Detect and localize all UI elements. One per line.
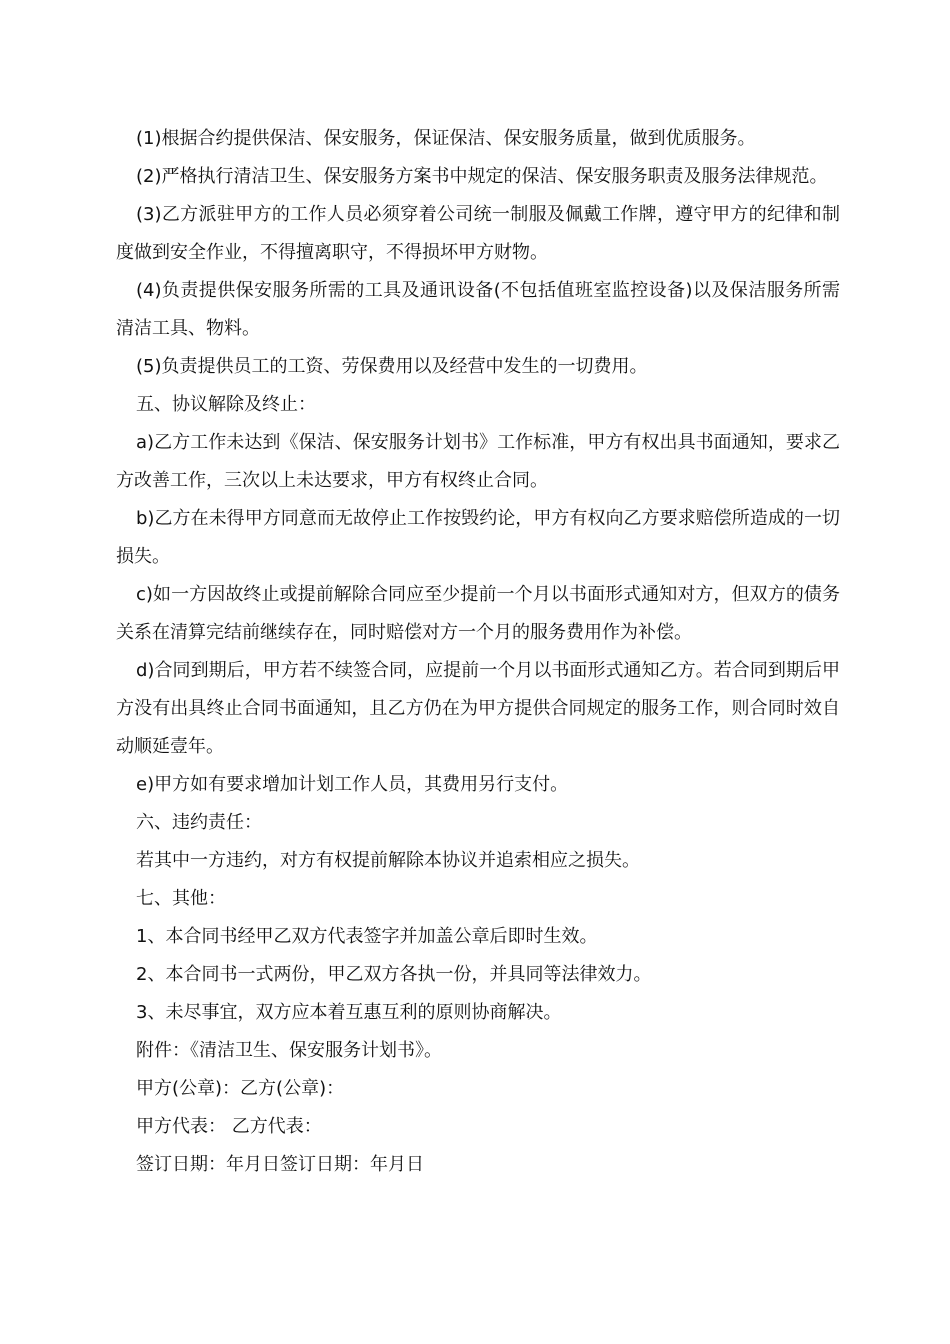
other-item-1: 1、本合同书经甲乙双方代表签字并加盖公章后即时生效。 bbox=[136, 926, 598, 947]
termination-item-d: d)合同到期后，甲方若不续签合同，应提前一个月以书面形式通知乙方。若合同到期后甲方没有出具终止合同书面通知，且乙方仍在为甲方提供合同规定的服务工作，则合同时效自动顺延壹年。 bbox=[116, 660, 840, 757]
other-item-3: 3、未尽事宜，双方应本着互惠互利的原则协商解决。 bbox=[136, 1002, 562, 1023]
other-item-2: 2、本合同书一式两份，甲乙双方各执一份，并具同等法律效力。 bbox=[136, 964, 652, 985]
section-heading-termination: 五、协议解除及终止： bbox=[136, 394, 316, 415]
section-heading-other: 七、其他： bbox=[136, 888, 226, 909]
seal-line: 甲方(公章)：乙方(公章)： bbox=[136, 1078, 345, 1099]
section-heading-liability: 六、违约责任： bbox=[136, 812, 262, 833]
representative-line: 甲方代表： 乙方代表： bbox=[136, 1116, 322, 1137]
attachment-line: 附件：《清洁卫生、保安服务计划书》。 bbox=[136, 1040, 442, 1061]
signing-date-line: 签订日期：年月日签订日期：年月日 bbox=[136, 1154, 424, 1175]
clause-5: (5)负责提供员工的工资、劳保费用以及经营中发生的一切费用。 bbox=[136, 356, 648, 377]
liability-text: 若其中一方违约，对方有权提前解除本协议并追索相应之损失。 bbox=[136, 850, 640, 871]
termination-item-b: b)乙方在未得甲方同意而无故停止工作按毁约论，甲方有权向乙方要求赔偿所造成的一切损失。 bbox=[116, 508, 840, 567]
clause-1: (1)根据合约提供保洁、保安服务，保证保洁、保安服务质量，做到优质服务。 bbox=[136, 128, 756, 149]
clause-4: (4)负责提供保安服务所需的工具及通讯设备(不包括值班室监控设备)以及保洁服务所需清洁工具、物料。 bbox=[116, 280, 840, 339]
termination-item-e: e)甲方如有要求增加计划工作人员，其费用另行支付。 bbox=[136, 774, 569, 795]
termination-item-a: a)乙方工作未达到《保洁、保安服务计划书》工作标准，甲方有权出具书面通知，要求乙方改善工作，三次以上未达要求，甲方有权终止合同。 bbox=[116, 432, 840, 491]
document-body bbox=[116, 120, 840, 1184]
termination-item-c: c)如一方因故终止或提前解除合同应至少提前一个月以书面形式通知对方，但双方的债务关系在清算完结前继续存在，同时赔偿对方一个月的服务费用作为补偿。 bbox=[116, 584, 840, 643]
clause-3: (3)乙方派驻甲方的工作人员必须穿着公司统一制服及佩戴工作牌，遵守甲方的纪律和制度做到安全作业，不得擅离职守，不得损坏甲方财物。 bbox=[116, 204, 840, 263]
clause-2: (2)严格执行清洁卫生、保安服务方案书中规定的保洁、保安服务职责及服务法律规范。 bbox=[136, 166, 828, 187]
